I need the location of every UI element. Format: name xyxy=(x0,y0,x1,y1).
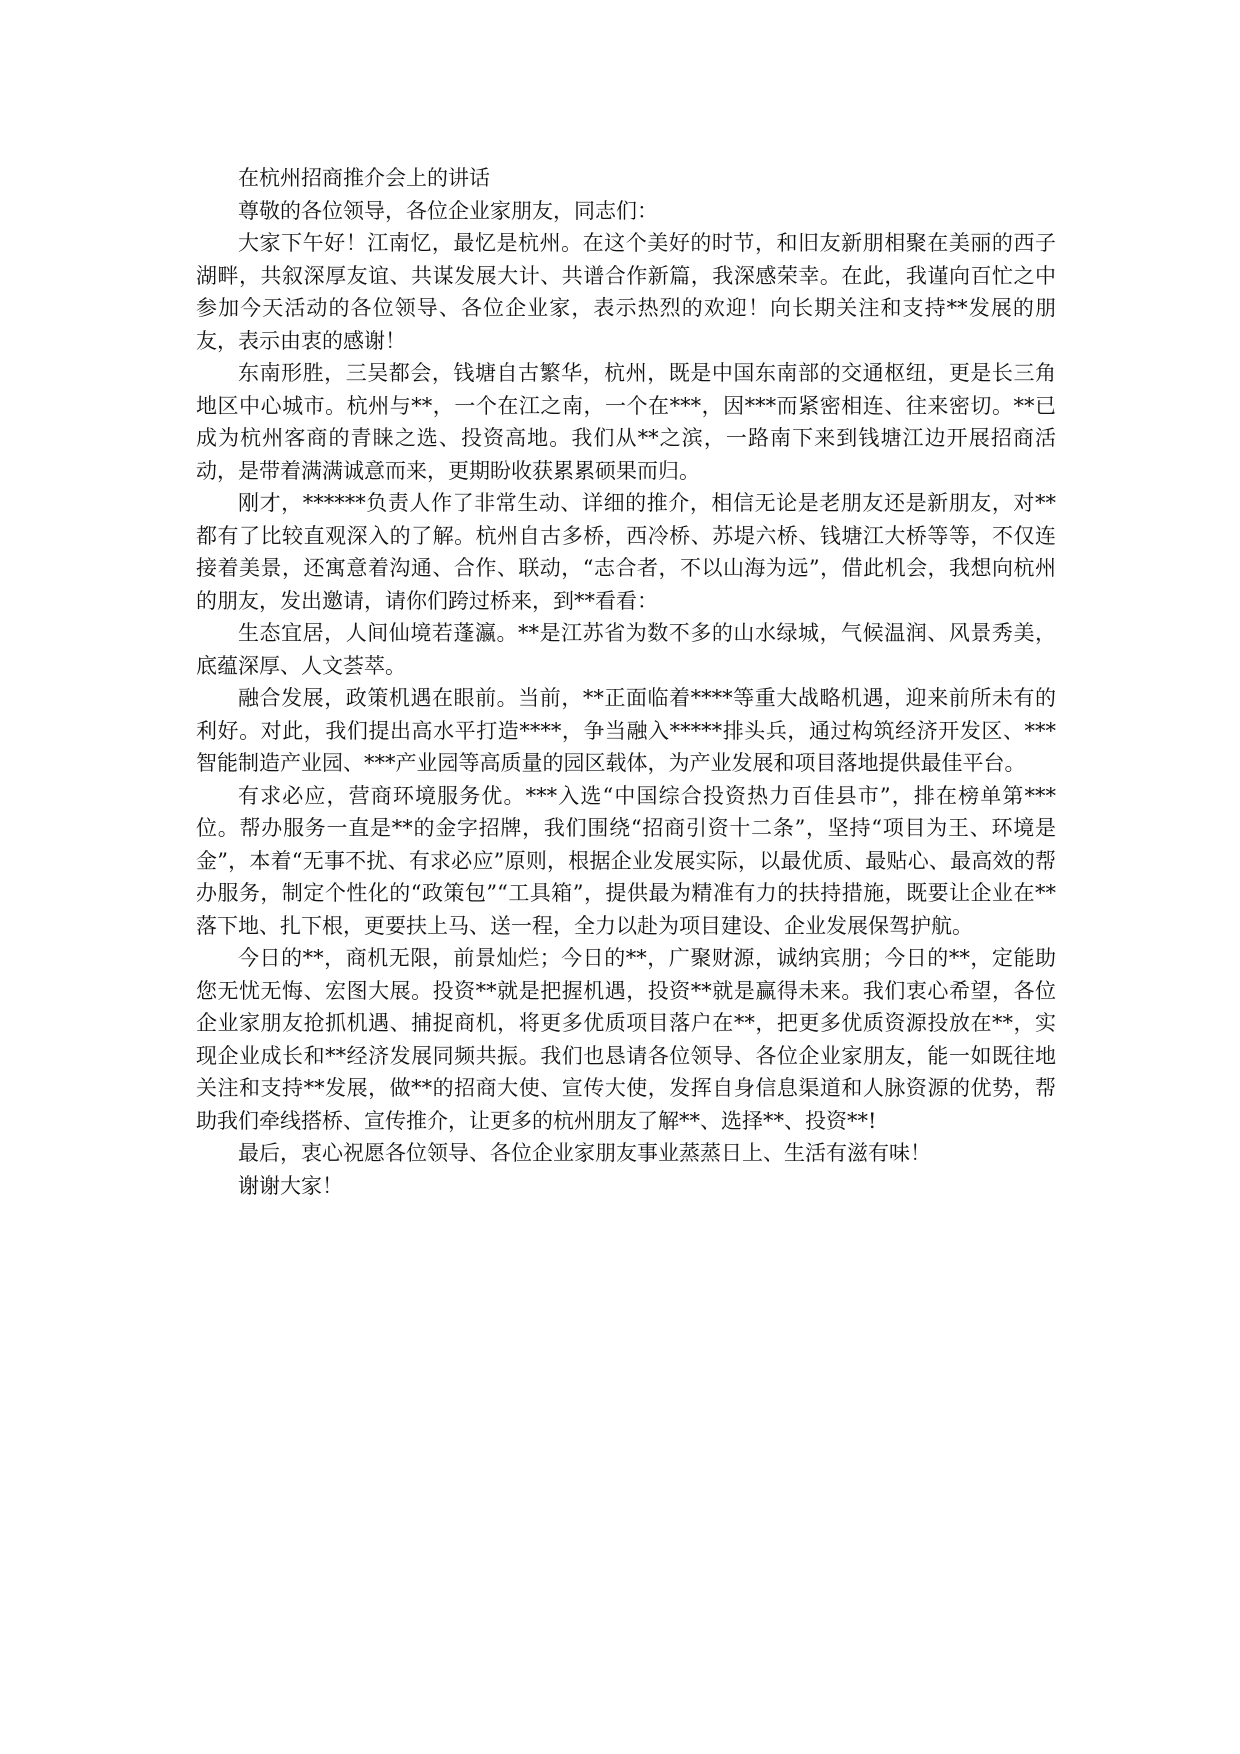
paragraph-6: 有求必应，营商环境服务优。***入选“中国综合投资热力百佳县市”，排在榜单第***位。帮办服务一直是**的金字招牌，我们围绕“招商引资十二条”，坚持“项目为王、环境是金”，本着“无事不扰、有求必应”原则，根据企业发展实际，以最优质、最贴心、最高效的帮办服务，制定个性化的“政策包”“工具箱”，提供最为精准有力的扶持措施，既要让企业在**落下地、扎下根，更要扶上马、送一程，全力以赴为项目建设、企业发展保驾护航。 xyxy=(196,783,1056,938)
document-page xyxy=(196,162,1056,1202)
closing: 谢谢大家！ xyxy=(238,1173,343,1198)
paragraph-5: 融合发展，政策机遇在眼前。当前，**正面临着****等重大战略机遇，迎来前所未有的利好。对此，我们提出高水平打造****，争当融入*****排头兵，通过构筑经济开发区、***智能制造产业园、***产业园等高质量的园区载体，为产业发展和项目落地提供最佳平台。 xyxy=(196,686,1056,775)
greeting: 尊敬的各位领导，各位企业家朋友，同志们： xyxy=(238,198,658,223)
paragraph-3: 刚才，******负责人作了非常生动、详细的推介，相信无论是老朋友还是新朋友，对**都有了比较直观深入的了解。杭州自古多桥，西冷桥、苏堤六桥、钱塘江大桥等等，不仅连接着美景，还寓意着沟通、合作、联动，“志合者，不以山海为远”，借此机会，我想向杭州的朋友，发出邀请，请你们跨过桥来，到**看看： xyxy=(196,491,1056,613)
paragraph-4: 生态宜居，人间仙境若蓬瀛。**是江苏省为数不多的山水绿城，气候温润、风景秀美，底蕴深厚、人文荟萃。 xyxy=(196,621,1056,678)
paragraph-2: 东南形胜，三吴都会，钱塘自古繁华，杭州，既是中国东南部的交通枢纽，更是长三角地区中心城市。杭州与**，一个在江之南，一个在***，因***而紧密相连、往来密切。**已成为杭州客商的青睐之选、投资高地。我们从**之滨，一路南下来到钱塘江边开展招商活动，是带着满满诚意而来，更期盼收获累累硕果而归。 xyxy=(196,361,1056,483)
paragraph-8: 最后，衷心祝愿各位领导、各位企业家朋友事业蒸蒸日上、生活有滋有味！ xyxy=(238,1141,931,1165)
paragraph-1: 大家下午好！江南忆，最忆是杭州。在这个美好的时节，和旧友新朋相聚在美丽的西子湖畔，共叙深厚友谊、共谋发展大计、共谱合作新篇，我深感荣幸。在此，我谨向百忙之中参加今天活动的各位领导、各位企业家，表示热烈的欢迎！向长期关注和支持**发展的朋友，表示由衷的感谢！ xyxy=(196,231,1056,353)
document-title: 在杭州招商推介会上的讲话 xyxy=(238,166,490,190)
paragraph-7: 今日的**，商机无限，前景灿烂；今日的**，广聚财源，诚纳宾朋；今日的**，定能助您无忧无悔、宏图大展。投资**就是把握机遇，投资**就是赢得未来。我们衷心希望，各位企业家朋友抢抓机遇、捕捉商机，将更多优质项目落户在**，把更多优质资源投放在**，实现企业成长和**经济发展同频共振。我们也恳请各位领导、各位企业家朋友，能一如既往地关注和支持**发展，做**的招商大使、宣传大使，发挥自身信息渠道和人脉资源的优势，帮助我们牵线搭桥、宣传推介，让更多的杭州朋友了解**、选择**、投资**! xyxy=(196,946,1056,1133)
